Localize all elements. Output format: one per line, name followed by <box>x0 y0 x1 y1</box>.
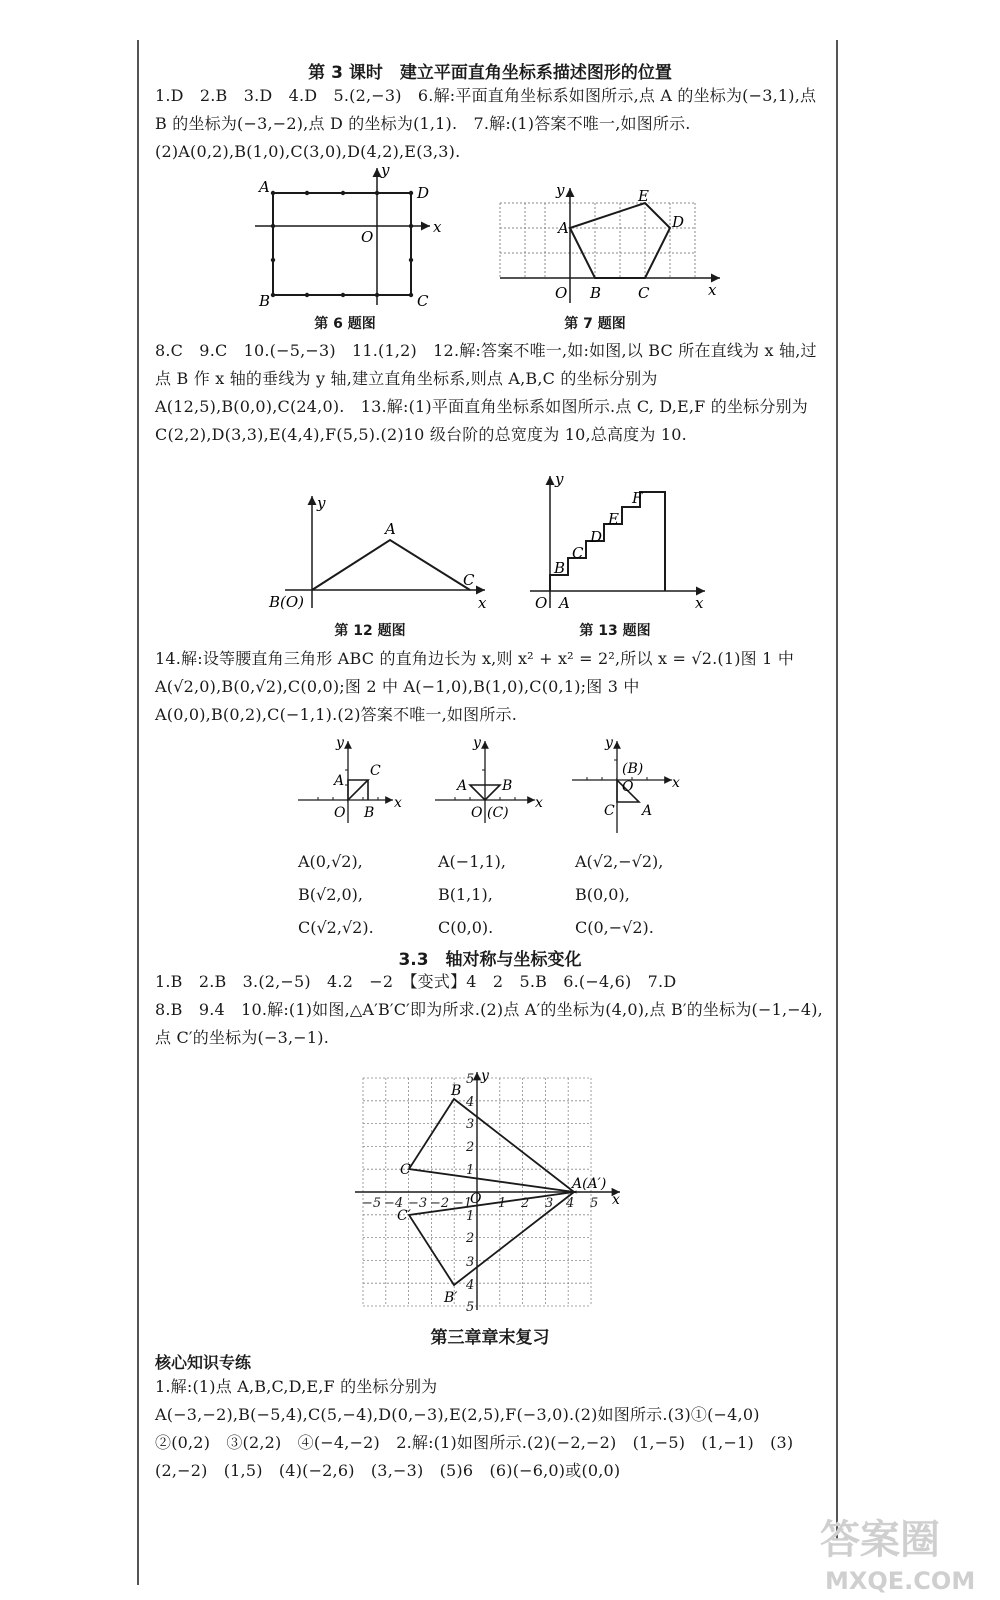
svg-text:4: 4 <box>466 1278 475 1293</box>
svg-text:(C): (C) <box>487 805 509 821</box>
svg-text:C: C <box>604 803 615 819</box>
svg-text:y: y <box>481 1070 489 1084</box>
figure-13-diagram <box>525 470 715 615</box>
svg-text:B: B <box>554 559 566 577</box>
section-title-chapter-review: 第三章章末复习 <box>430 1328 550 1348</box>
figure-6-diagram <box>255 160 455 310</box>
svg-text:C: C <box>370 763 381 779</box>
svg-text:C: C <box>638 284 650 302</box>
answers-8-13: 8.C 9.C 10.(−5,−3) 11.(1,2) 12.解:答案不唯一,如:如图,以 BC 所在直线为 x 轴,过点 B 作 x 轴的垂线为 y 轴,建立直角坐标系,则点 A,B,C 的坐标分别为 A(12,5),B(0,0),C(24,0). 13.解:(1)平面直角坐标系如图所示.点 C, D,E,F 的坐标分别为 C(2,2),D(3,3),E(4,4),F(5,5).(2)10 级台阶的总宽度为 10,总高度为 10. <box>155 341 817 444</box>
svg-text:A: A <box>642 803 653 819</box>
svg-text:x: x <box>433 218 442 236</box>
svg-text:y: y <box>605 735 613 751</box>
svg-text:A(A′): A(A′) <box>572 1176 607 1192</box>
svg-text:2: 2 <box>466 1231 475 1246</box>
svg-text:4: 4 <box>466 1095 475 1110</box>
fig14-coords-3: A(√2,−√2), B(0,0), C(0,−√2). <box>575 852 664 937</box>
svg-text:x: x <box>535 795 543 811</box>
svg-text:2: 2 <box>521 1196 530 1211</box>
section-title-lesson3: 第 3 课时 建立平面直角坐标系描述图形的位置 <box>308 63 672 83</box>
svg-text:MXQE.COM: MXQE.COM <box>825 1567 976 1595</box>
answer-14: 14.解:设等腰直角三角形 ABC 的直角边长为 x,则 x² + x² = 2²,所以 x = √2.(1)图 1 中 A(√2,0),B(0,√2),C(0,0);图 2 中 A(−1,0),B(1,0),C(0,1);图 3 中 A(0,0),B(0,2),C(−1,1).(2)答案不唯一,如图所示. <box>155 649 800 724</box>
svg-text:−1: −1 <box>453 1196 473 1211</box>
answers-3-3: 1.B 2.B 3.(2,−5) 4.2 −2 【变式】4 2 5.B 6.(−4,6) 7.D 8.B 9.4 10.解:(1)如图,△A′B′C′即为所求.(2)点 A′的坐标为(4,0),点 B′的坐标为(−1,−4),点 C′的坐标为(−3,−1). <box>155 972 823 1047</box>
caption-figure-6: 第 6 题图 <box>314 316 376 332</box>
answers-1-7: 1.D 2.B 3.D 4.D 5.(2,−3) 6.解:平面直角坐标系如图所示,点 A 的坐标为(−3,1),点 B 的坐标为(−3,−2),点 D 的坐标为(1,1). 7.解:(1)答案不唯一,如图所示.(2)A(0,2),B(1,0),C(3,0),D(4,2),E(3,3). <box>155 86 822 161</box>
svg-text:D: D <box>672 213 685 231</box>
svg-text:x: x <box>672 775 680 791</box>
svg-text:A: A <box>385 520 396 538</box>
svg-text:y: y <box>555 470 564 488</box>
svg-text:5: 5 <box>466 1072 475 1087</box>
svg-text:A: A <box>259 178 270 196</box>
svg-text:A: A <box>457 778 468 794</box>
svg-text:(B): (B) <box>622 761 644 777</box>
svg-text:O: O <box>622 779 634 795</box>
svg-text:y: y <box>381 161 390 179</box>
svg-text:1: 1 <box>498 1196 507 1211</box>
svg-text:1: 1 <box>466 1163 475 1178</box>
svg-text:E: E <box>608 510 619 528</box>
svg-text:B(O): B(O) <box>269 593 305 611</box>
svg-text:E: E <box>638 187 649 205</box>
svg-text:D: D <box>590 528 603 546</box>
svg-text:C: C <box>417 292 429 310</box>
figure-14-graph-2 <box>435 735 550 825</box>
figure-14-graph-3 <box>572 735 687 835</box>
svg-text:B: B <box>590 284 602 302</box>
svg-text:B: B <box>451 1083 462 1099</box>
svg-text:5: 5 <box>466 1300 475 1315</box>
svg-text:O: O <box>361 228 374 246</box>
svg-text:O: O <box>555 284 568 302</box>
answers-chapter-review: 1.解:(1)点 A,B,C,D,E,F 的坐标分别为 A(−3,−2),B(−5,4),C(5,−4),D(0,−3),E(2,5),F(−3,0).(2)如图所示.(3)①(−4,0) ②(0,2) ③(2,2) ④(−4,−2) 2.解:(1)如图所示.(2)(−2,−2) (1,−5) (1,−1) (3)(2,−2) (1,5) (4)(−2,6) (3,−3) (5)6 (6)(−6,0)或(0,0) <box>155 1377 794 1480</box>
svg-text:y: y <box>336 735 344 751</box>
section-title-3-3: 3.3 轴对称与坐标变化 <box>398 950 582 970</box>
figure-12-diagram <box>255 490 495 615</box>
svg-text:D: D <box>417 184 430 202</box>
svg-text:y: y <box>317 494 326 512</box>
watermark-logo <box>815 1505 995 1595</box>
svg-text:O: O <box>334 805 346 821</box>
right-margin-rule <box>836 40 838 1540</box>
caption-figure-7: 第 7 题图 <box>564 316 626 332</box>
caption-figure-13: 第 13 题图 <box>579 623 651 639</box>
svg-text:A: A <box>558 219 569 237</box>
svg-text:−2: −2 <box>430 1196 450 1211</box>
svg-text:x: x <box>708 281 717 299</box>
svg-text:B: B <box>259 292 271 310</box>
subheading-core-knowledge: 核心知识专练 <box>155 1353 252 1372</box>
svg-text:B′: B′ <box>444 1290 458 1306</box>
svg-text:O: O <box>535 594 548 612</box>
svg-text:−3: −3 <box>408 1196 428 1211</box>
svg-text:C: C <box>572 544 584 562</box>
svg-text:−5: −5 <box>362 1196 382 1211</box>
svg-text:4: 4 <box>566 1196 575 1211</box>
svg-text:x: x <box>695 594 704 612</box>
svg-text:3: 3 <box>545 1196 554 1211</box>
fig14-coords-2: A(−1,1), B(1,1), C(0,0). <box>438 852 506 937</box>
svg-text:C: C <box>463 571 475 589</box>
svg-text:A: A <box>334 773 345 789</box>
svg-text:x: x <box>478 594 487 612</box>
svg-text:1: 1 <box>466 1209 475 1224</box>
svg-text:2: 2 <box>466 1140 475 1155</box>
svg-text:答案圈: 答案圈 <box>820 1517 940 1563</box>
svg-text:O: O <box>471 805 483 821</box>
figure-14-graph-1 <box>298 735 408 825</box>
figure-7-diagram <box>490 183 730 333</box>
figure-10-grid-diagram <box>350 1070 635 1315</box>
svg-text:x: x <box>612 1192 620 1208</box>
svg-text:3: 3 <box>466 1255 475 1270</box>
svg-text:B: B <box>364 805 375 821</box>
svg-text:C′: C′ <box>397 1208 411 1224</box>
svg-text:5: 5 <box>590 1196 599 1211</box>
svg-text:y: y <box>473 735 481 751</box>
svg-text:C: C <box>400 1162 411 1178</box>
left-margin-rule <box>137 40 139 1585</box>
svg-text:A: A <box>559 594 570 612</box>
svg-text:y: y <box>556 183 565 199</box>
fig14-coords-1: A(0,√2), B(√2,0), C(√2,√2). <box>298 852 374 937</box>
svg-text:−4: −4 <box>384 1196 404 1211</box>
svg-text:O: O <box>470 1191 482 1207</box>
svg-text:x: x <box>394 795 402 811</box>
svg-text:3: 3 <box>466 1117 475 1132</box>
svg-text:B: B <box>502 778 513 794</box>
svg-text:F: F <box>632 489 643 507</box>
caption-figure-12: 第 12 题图 <box>334 623 406 639</box>
